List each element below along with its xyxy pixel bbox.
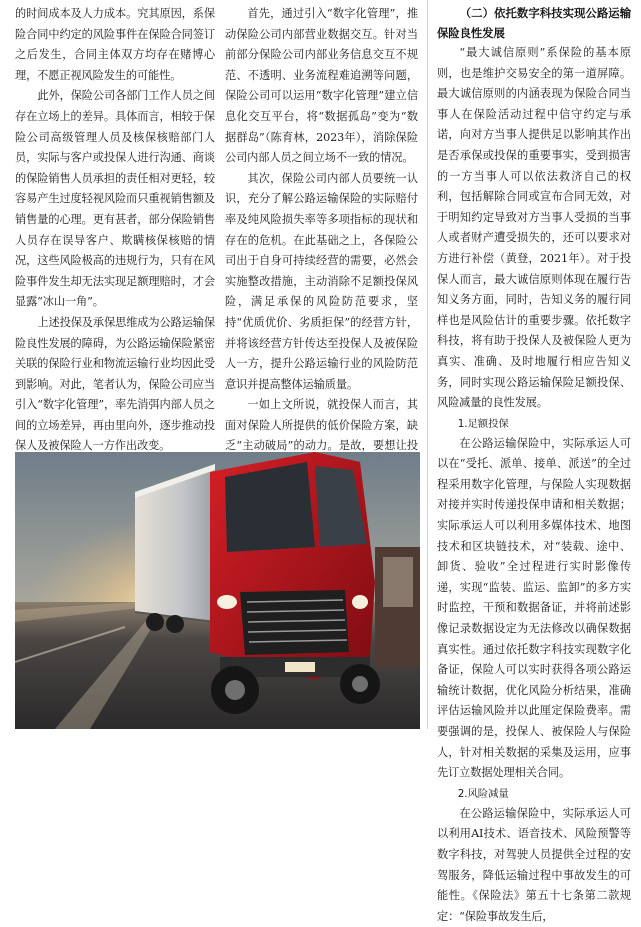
subsection-title-2: 2.风险减量 (457, 787, 509, 800)
subsection-title-1: 1.足额投保 (457, 417, 509, 430)
left-paragraph-3: 上述投保及承保思维成为公路运输保险良性发展的障碍，为公路运输保险紧密关联的保险行业和物流运输行业均因此受到影响。对此，笔者认为，保险公司应当引入“数字化管理”，率先消弭内部人员之间的立场差异，再由里向外，逐步推动投保人及被保险人一方作出改变。 (15, 315, 215, 453)
left-paragraph-2: 此外，保险公司各部门工作人员之间存在立场上的差异。具体而言，相较于保险公司高级管理人员及核保核赔部门人员，实际与客户或投保人进行沟通、商谈的保险销售人员承担的责任相对更轻，较容易产生过度轻视风险而只重视销售额及销售量的心理。更有甚者，部分保险销售人员存在误导客户、欺瞒核保核赔的情况，这些风险极高的违规行为，只有在风险事件发生却无法实现足额理赔时，才会显露“冰山一角”。 (15, 89, 215, 309)
middle-paragraph-1: 首先，通过引入“数字化管理”，推动保险公司内部营业数据交互。针对当前部分保险公司内部业务信息交互不规范、不透明、业务流程难追溯等问题，保险公司可以运用“数字化管理”建立信息化交互平台，将“数据孤岛”变为“数据群岛”（陈育林，2023年），消除保险公司内部人员之间立场不一致的情况。 (225, 7, 418, 165)
left-paragraph-1: 的时间成本及人力成本。究其原因，系保险合同中约定的风险事件在保险合同签订之后发生，合同主体双方均存在赌博心理，不愿正视风险发生的可能性。 (15, 7, 215, 82)
right-paragraph-1: “最大诚信原则”系保险的基本原则，也是维护交易安全的第一道屏障。最大诚信原则的内涵表现为保险合同当事人在保险活动过程中信守约定与承诺，向对方当事人提供足以影响其作出是否承保或投保的重要事实，受到损害的一方当事人可以依法救济自己的权利，包括解除合同或宣布合同无效，对于明知约定导致对方当事人受损的当事人或者财产遭受损失的，还可以要求对方进行补偿（黄登，2021年）。对于投保人而言，最大诚信原则体现在履行告知义务方面，同时，告知义务的履行同样也是风险估计的重要步骤。依托数字科技，将有助于投保人及被保险人更为真实、准确、及时地履行相应告知义务，同时实现公路运输保险足额投保、风险减量的良性发展。 (437, 46, 631, 410)
middle-column (225, 4, 418, 498)
column-divider (427, 0, 428, 729)
truck-illustration (15, 452, 420, 729)
truck-photo (15, 452, 420, 729)
section-title: （二）依托数字科技实现公路运输保险良性发展 (437, 6, 631, 40)
left-column (15, 4, 215, 457)
right-paragraph-2: 在公路运输保险中，实际承运人可以在“受托、派单、接单、派送”的全过程采用数字化管理，与保险人实现数据对接并实时传递投保申请和相关数据；实际承运人可以利用多媒体技术、地图技术和区块链技术，对“装载、途中、卸货、验收”全过程进行实时影像传递，实现“监装、监运、监卸”的多方实时监控，干预和数据备证，并将前述影像记录数据设定为无法修改以确保数据真实性。通过依托数字科技实现数字化备证，保险人可以实时获得各项公路运输统计数据，优化风险分析结果，准确评估运输风险并以此厘定保险费率。需要强调的是，投保人、被保险人与保险人，针对相关数据的采集及运用，应事先订立数据处理相关合同。 (437, 436, 631, 780)
middle-paragraph-2: 其次，保险公司内部人员要统一认识，充分了解公路运输保险的实际赔付率及纯风险损失率等多项指标的现状和存在的危机。在此基础之上，各保险公司出于自身可持续经营的需要，必然会实施整改措施，主动消除不足额投保风险，满足承保的风险防范要求，坚持“优质优价、劣质拒保”的经营方针，并将该经营方针传达至投保人及被保险人一方，提升公路运输行业的风险防范意识并提高整体运输质量。 (225, 171, 418, 391)
middle-paragraph-3: 一如上文所说，就投保人而言，其面对保险人所提供的低价保险方案，缺乏“主动破局”的动力。是故，要想让投 (225, 398, 418, 453)
right-column (437, 4, 631, 927)
right-paragraph-3: 在公路运输保险中，实际承运人可以利用AI技术、语音技术、风险预警等数字科技，对驾驶人员提供全过程的安驾服务，降低运输过程中事故发生的可能性。《保险法》第五十七条第二款规定：“保险事故发生后， (437, 806, 631, 923)
